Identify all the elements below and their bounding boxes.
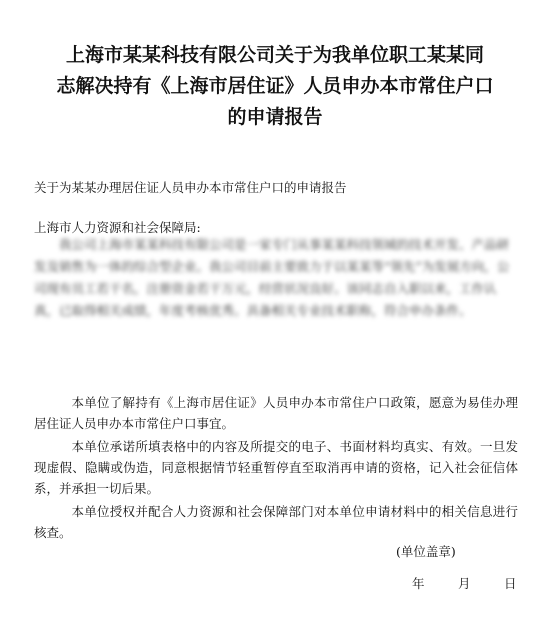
document-title [0, 40, 550, 133]
paragraph-commitment: 本单位承诺所填表格中的内容及所提交的电子、书面材料均真实、有效。一旦发现虚假、隐瞒或伪造，同意根据情节轻重暂停直至取消再申请的资格，记入社会征信体系，并承担一切后果。 [34, 439, 518, 496]
date-day-label: 日 [504, 576, 517, 591]
paragraph-authorization: 本单位授权并配合人力资源和社会保障部门对本单位申请材料中的相关信息进行核查。 [34, 504, 518, 540]
redacted-paragraph: 我公司上海市某某科技有限公司是一家专门从事某某科技领域的技术开发、产品研发及销售为一体的综合型企业。我公司目前主要致力于以某某等“领先”为发展方向，公司现有员工若干名，注册资金若干万元，经营状况良好。该同志自入职以来，工作认真，已取得相关成绩，年度考核优秀。具备相关专业技术职称，符合申办条件。 [34, 237, 510, 318]
unit-seal-label: (单位盖章) [396, 544, 456, 559]
body-paragraphs [34, 392, 518, 545]
paragraph-policy: 本单位了解持有《上海市居住证》人员申办本市常住户口政策，愿意为易佳办理居住证人员申办本市常住户口事宜。 [34, 395, 518, 431]
date-line [412, 574, 550, 592]
report-subhead: 关于为某某办理居住证人员申办本市常住户口的申请报告 [34, 180, 347, 195]
salutation: 上海市人力资源和社会保障局: [34, 220, 201, 235]
title-line-2: 志解决持有《上海市居住证》人员申办本市常住户口 [56, 75, 494, 97]
title-line-3: 的申请报告 [227, 106, 323, 128]
title-line-1: 上海市某某科技有限公司关于为我单位职工某某同 [65, 44, 484, 66]
date-month-label: 月 [458, 576, 471, 591]
date-year-label: 年 [412, 576, 425, 591]
